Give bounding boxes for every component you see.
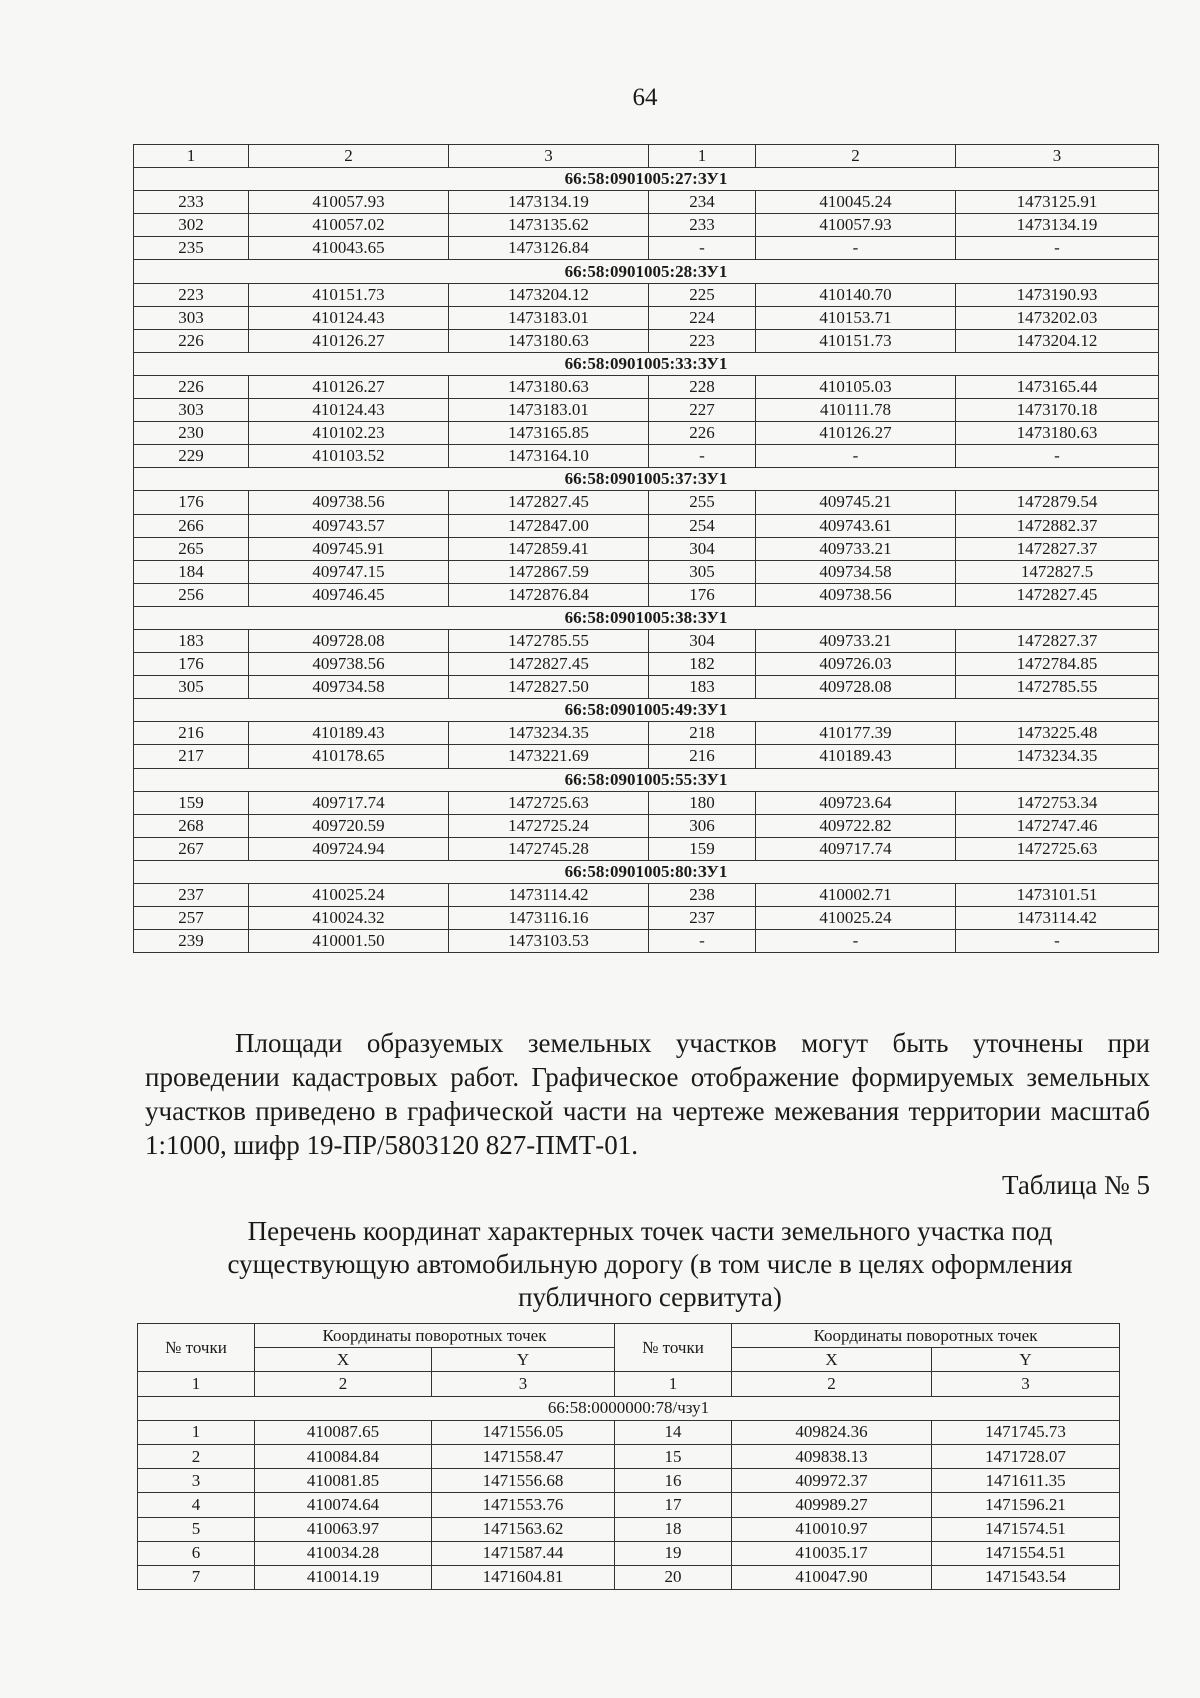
table-cell: 180 (649, 791, 756, 814)
table-cell: 1472867.59 (449, 560, 649, 583)
table-cell: 1 (138, 1420, 255, 1444)
table-row (134, 560, 1159, 583)
table-row (134, 214, 1159, 237)
table-cell: 5 (138, 1517, 255, 1541)
table-cell: 410001.50 (249, 930, 449, 953)
table-row (138, 1444, 1120, 1468)
table-cell: 1473125.91 (956, 191, 1159, 214)
table-cell: 1472876.84 (449, 583, 649, 606)
table-cell: 3 (432, 1372, 615, 1396)
table-cell: 1473234.35 (956, 745, 1159, 768)
table5-x-header: X (732, 1348, 932, 1372)
table-cell: - (756, 930, 956, 953)
table-cell: 6 (138, 1541, 255, 1565)
table-cell: 2 (138, 1444, 255, 1468)
table-row (134, 514, 1159, 537)
table-cell: 1473204.12 (956, 329, 1159, 352)
table-row (134, 422, 1159, 445)
table-cell: 15 (615, 1444, 732, 1468)
table-cell: 225 (649, 283, 756, 306)
table-cell: 409743.57 (249, 514, 449, 537)
table-cell: 1472827.37 (956, 629, 1159, 652)
table-cell: - (649, 930, 756, 953)
table-cell: 1471553.76 (432, 1493, 615, 1517)
table-cell: 409745.21 (756, 491, 956, 514)
table-cell: 176 (649, 583, 756, 606)
table-cell: 227 (649, 399, 756, 422)
table-cell: - (956, 930, 1159, 953)
table-cell: 1472753.34 (956, 791, 1159, 814)
table5-point-header: № точки (138, 1324, 255, 1372)
table-row (134, 583, 1159, 606)
table-cell: 233 (649, 214, 756, 237)
table-cell: 224 (649, 306, 756, 329)
table-row (134, 399, 1159, 422)
table-cell: 256 (134, 583, 249, 606)
table-cell: 410126.27 (756, 422, 956, 445)
table-cell: - (649, 445, 756, 468)
table-cell: 410140.70 (756, 283, 956, 306)
table-cell: - (756, 237, 956, 260)
table-cell: 1472859.41 (449, 537, 649, 560)
group-header-row (134, 860, 1159, 883)
table-cell: 410124.43 (249, 399, 449, 422)
table-cell: 410025.24 (249, 884, 449, 907)
table-cell: 304 (649, 537, 756, 560)
group-header-row (134, 468, 1159, 491)
table-cell: 409738.56 (756, 583, 956, 606)
column-number-row (134, 145, 1159, 168)
table-cell: 409723.64 (756, 791, 956, 814)
table-cell: 1 (138, 1372, 255, 1396)
table-cell: 1472827.45 (449, 491, 649, 514)
table-cell: 409717.74 (756, 837, 956, 860)
table-cell: 410014.19 (255, 1565, 432, 1589)
page-number: 64 (632, 84, 658, 111)
table-cell: 410124.43 (249, 306, 449, 329)
table-row (134, 837, 1159, 860)
table-cell: - (756, 445, 956, 468)
table-cell: - (649, 237, 756, 260)
table-cell: 1472827.50 (449, 676, 649, 699)
table-cell: 238 (649, 884, 756, 907)
table-cell: 409824.36 (732, 1420, 932, 1444)
table-cell: 410151.73 (249, 283, 449, 306)
table-cell: 1471611.35 (932, 1469, 1120, 1493)
table-cell: 1473114.42 (449, 884, 649, 907)
table5-coords-header: Координаты поворотных точек (732, 1324, 1120, 1348)
table-cell: 409738.56 (249, 653, 449, 676)
table-cell: 1472725.63 (956, 837, 1159, 860)
group-title: 66:58:0901005:37:ЗУ1 (134, 468, 1159, 491)
group-title: 66:58:0901005:27:ЗУ1 (134, 168, 1159, 191)
table-row (134, 629, 1159, 652)
table-cell: 410177.39 (756, 722, 956, 745)
table-cell: 4 (138, 1493, 255, 1517)
table-cell: 410153.71 (756, 306, 956, 329)
group-header-row (134, 168, 1159, 191)
table5-y-header: Y (432, 1348, 615, 1372)
table-cell: 226 (134, 375, 249, 398)
table-label: Таблица № 5 (1002, 1170, 1150, 1200)
table-cell: 159 (649, 837, 756, 860)
table-row (138, 1420, 1120, 1444)
group-header-row (134, 606, 1159, 629)
table-row (134, 445, 1159, 468)
coordinates-table (133, 144, 1159, 953)
table-cell: 305 (649, 560, 756, 583)
table-cell: 410043.65 (249, 237, 449, 260)
table-cell: 1472785.55 (449, 629, 649, 652)
table-cell: 1472784.85 (956, 653, 1159, 676)
body-paragraph: Площади образуемых земельных участков могут быть уточнены при проведении кадастровых работ. Графическое отображение формируемых земельных участков приведено в графической части на чертеже межевания территории масштаб 1:1000, шифр 19-ПР/5803120 827-ПМТ-01. (145, 1028, 1150, 1160)
group-title: 66:58:0901005:55:ЗУ1 (134, 768, 1159, 791)
table-cell: 1 (134, 145, 249, 168)
table-row (134, 745, 1159, 768)
table-cell: 17 (615, 1493, 732, 1517)
table-cell: 265 (134, 537, 249, 560)
table-cell: 1473225.48 (956, 722, 1159, 745)
table-cell: 3 (932, 1372, 1120, 1396)
table-cell: 1471554.51 (932, 1541, 1120, 1565)
table-cell: 14 (615, 1420, 732, 1444)
table-cell: 409728.08 (249, 629, 449, 652)
table-row (134, 884, 1159, 907)
table-cell: 1472827.45 (956, 583, 1159, 606)
table-cell: 1473134.19 (956, 214, 1159, 237)
table-cell: 410063.97 (255, 1517, 432, 1541)
table-cell: 410151.73 (756, 329, 956, 352)
table-cell: 410189.43 (756, 745, 956, 768)
table-cell: 410189.43 (249, 722, 449, 745)
table-cell: 229 (134, 445, 249, 468)
table-cell: 409738.56 (249, 491, 449, 514)
table-cell: 410074.64 (255, 1493, 432, 1517)
table-cell: 1472847.00 (449, 514, 649, 537)
table-cell: 1471563.62 (432, 1517, 615, 1541)
table-row (134, 491, 1159, 514)
table-row (134, 283, 1159, 306)
group-header-row (134, 699, 1159, 722)
table-cell: 409734.58 (756, 560, 956, 583)
table-cell: 233 (134, 191, 249, 214)
table-row (134, 791, 1159, 814)
table-row (134, 722, 1159, 745)
table-cell: 235 (134, 237, 249, 260)
table-cell: 410024.32 (249, 907, 449, 930)
table-row (134, 930, 1159, 953)
table-cell: 1471558.47 (432, 1444, 615, 1468)
table-cell: 1472827.37 (956, 537, 1159, 560)
table-cell: 409838.13 (732, 1444, 932, 1468)
table-cell: 1471604.81 (432, 1565, 615, 1589)
table5-coords-header: Координаты поворотных точек (255, 1324, 615, 1348)
group-title: 66:58:0901005:33:ЗУ1 (134, 352, 1159, 375)
table-cell: 1473180.63 (449, 375, 649, 398)
table-cell: 410103.52 (249, 445, 449, 468)
table-row (134, 814, 1159, 837)
table-cell: 1471543.54 (932, 1565, 1120, 1589)
table-cell: 410105.03 (756, 375, 956, 398)
table-cell: 409734.58 (249, 676, 449, 699)
table-cell: 410087.65 (255, 1420, 432, 1444)
table-cell: 183 (134, 629, 249, 652)
table-cell: 267 (134, 837, 249, 860)
table-5 (137, 1323, 1120, 1590)
table-cell: 1472725.63 (449, 791, 649, 814)
table-row (138, 1565, 1120, 1589)
table-cell: 1472879.54 (956, 491, 1159, 514)
table-cell: 410045.24 (756, 191, 956, 214)
table-cell: 1473135.62 (449, 214, 649, 237)
table-row (134, 306, 1159, 329)
table5-header-row (138, 1324, 1120, 1348)
table-cell: 304 (649, 629, 756, 652)
table-cell: 176 (134, 491, 249, 514)
table-cell: 237 (134, 884, 249, 907)
group-header-row (134, 260, 1159, 283)
table-row (138, 1541, 1120, 1565)
table-cell: 410057.93 (249, 191, 449, 214)
table-cell: 184 (134, 560, 249, 583)
table-cell: 1473183.01 (449, 306, 649, 329)
table-cell: 1472827.5 (956, 560, 1159, 583)
table-cell: 2 (255, 1372, 432, 1396)
table-cell: 254 (649, 514, 756, 537)
table-row (138, 1493, 1120, 1517)
table-cell: 303 (134, 399, 249, 422)
table-row (134, 537, 1159, 560)
table-cell: 257 (134, 907, 249, 930)
table-cell: 1473183.01 (449, 399, 649, 422)
table-cell: 217 (134, 745, 249, 768)
table-cell: 409733.21 (756, 629, 956, 652)
table-cell: 409747.15 (249, 560, 449, 583)
group-header-row (134, 768, 1159, 791)
table-cell: 410126.27 (249, 375, 449, 398)
table-cell: 1472725.24 (449, 814, 649, 837)
table-cell: 218 (649, 722, 756, 745)
table-cell: 268 (134, 814, 249, 837)
table-row (134, 329, 1159, 352)
table5-point-header: № точки (615, 1324, 732, 1372)
table-cell: 228 (649, 375, 756, 398)
table-cell: 1 (649, 145, 756, 168)
table-cell: 1471574.51 (932, 1517, 1120, 1541)
table-cell: - (956, 237, 1159, 260)
table-cell: 237 (649, 907, 756, 930)
table-row (138, 1469, 1120, 1493)
table-cell: 1473165.85 (449, 422, 649, 445)
table-cell: 7 (138, 1565, 255, 1589)
table-cell: 223 (649, 329, 756, 352)
table-cell: 1473204.12 (449, 283, 649, 306)
table-cell: 1471596.21 (932, 1493, 1120, 1517)
table-cell: 266 (134, 514, 249, 537)
table-cell: 410057.02 (249, 214, 449, 237)
table-cell: 223 (134, 283, 249, 306)
table-cell: 182 (649, 653, 756, 676)
table-cell: 409746.45 (249, 583, 449, 606)
table-cell: 409745.91 (249, 537, 449, 560)
table-cell: 1473114.42 (956, 907, 1159, 930)
table-cell: 303 (134, 306, 249, 329)
table-cell: 3 (449, 145, 649, 168)
group-title: 66:58:0000000:78/чзу1 (138, 1396, 1120, 1420)
table-cell: 410047.90 (732, 1565, 932, 1589)
table-cell: 226 (649, 422, 756, 445)
table-cell: 2 (249, 145, 449, 168)
group-title: 66:58:0901005:80:ЗУ1 (134, 860, 1159, 883)
table-cell: 234 (649, 191, 756, 214)
table-cell: 216 (134, 722, 249, 745)
table-cell: 20 (615, 1565, 732, 1589)
table-cell: 1473126.84 (449, 237, 649, 260)
table-cell: 1473134.19 (449, 191, 649, 214)
table-cell: 1472745.28 (449, 837, 649, 860)
table-cell: 410057.93 (756, 214, 956, 237)
table-cell: 410178.65 (249, 745, 449, 768)
table-cell: 410002.71 (756, 884, 956, 907)
table-cell: 19 (615, 1541, 732, 1565)
table-cell: 1473180.63 (449, 329, 649, 352)
table-cell: 1472827.45 (449, 653, 649, 676)
table-cell: 1473101.51 (956, 884, 1159, 907)
table-cell: 239 (134, 930, 249, 953)
table-cell: 230 (134, 422, 249, 445)
table-cell: 410111.78 (756, 399, 956, 422)
table-cell: 1471556.05 (432, 1420, 615, 1444)
table-row (134, 375, 1159, 398)
table-cell: 1 (615, 1372, 732, 1396)
table-cell: - (956, 445, 1159, 468)
table-cell: 409733.21 (756, 537, 956, 560)
table5-x-header: X (255, 1348, 432, 1372)
table-cell: 216 (649, 745, 756, 768)
table-cell: 409722.82 (756, 814, 956, 837)
table-cell: 1472747.46 (956, 814, 1159, 837)
table-cell: 1473165.44 (956, 375, 1159, 398)
table-cell: 2 (732, 1372, 932, 1396)
table-cell: 409726.03 (756, 653, 956, 676)
table-cell: 1471587.44 (432, 1541, 615, 1565)
table-cell: 410025.24 (756, 907, 956, 930)
table-cell: 305 (134, 676, 249, 699)
group-title: 66:58:0901005:28:ЗУ1 (134, 260, 1159, 283)
column-number-row (138, 1372, 1120, 1396)
group-header-row (134, 352, 1159, 375)
table-cell: 3 (956, 145, 1159, 168)
table-cell: 410084.84 (255, 1444, 432, 1468)
table-cell: 410126.27 (249, 329, 449, 352)
table-cell: 1472785.55 (956, 676, 1159, 699)
table-cell: 1473234.35 (449, 722, 649, 745)
table-cell: 159 (134, 791, 249, 814)
table-cell: 3 (138, 1469, 255, 1493)
table-cell: 226 (134, 329, 249, 352)
table-cell: 18 (615, 1517, 732, 1541)
table-cell: 410034.28 (255, 1541, 432, 1565)
table-cell: 2 (756, 145, 956, 168)
table-cell: 1473170.18 (956, 399, 1159, 422)
table-cell: 1471745.73 (932, 1420, 1120, 1444)
table-row (138, 1517, 1120, 1541)
table-cell: 409743.61 (756, 514, 956, 537)
table-caption: Перечень координат характерных точек части земельного участка под существующую автомобильную дорогу (в том числе в целях оформления публичного сервитута) (227, 1216, 1073, 1312)
table-row (134, 653, 1159, 676)
table-cell: 409717.74 (249, 791, 449, 814)
group-title: 66:58:0901005:49:ЗУ1 (134, 699, 1159, 722)
table-cell: 1471556.68 (432, 1469, 615, 1493)
table-cell: 1473164.10 (449, 445, 649, 468)
table-cell: 306 (649, 814, 756, 837)
table-cell: 1471728.07 (932, 1444, 1120, 1468)
table-cell: 409720.59 (249, 814, 449, 837)
table-row (134, 676, 1159, 699)
table-row (134, 237, 1159, 260)
table-cell: 409728.08 (756, 676, 956, 699)
table-cell: 176 (134, 653, 249, 676)
table-cell: 255 (649, 491, 756, 514)
table-cell: 409972.37 (732, 1469, 932, 1493)
table-cell: 1473180.63 (956, 422, 1159, 445)
table-cell: 1473202.03 (956, 306, 1159, 329)
table-cell: 410010.97 (732, 1517, 932, 1541)
table-cell: 409989.27 (732, 1493, 932, 1517)
table-row (134, 191, 1159, 214)
table-row (134, 907, 1159, 930)
table-cell: 1473116.16 (449, 907, 649, 930)
table-cell: 409724.94 (249, 837, 449, 860)
table-cell: 1472882.37 (956, 514, 1159, 537)
table-cell: 16 (615, 1469, 732, 1493)
table-cell: 1473190.93 (956, 283, 1159, 306)
table5-y-header: Y (932, 1348, 1120, 1372)
table-cell: 410102.23 (249, 422, 449, 445)
group-header-row (138, 1396, 1120, 1420)
table-cell: 410081.85 (255, 1469, 432, 1493)
table-cell: 410035.17 (732, 1541, 932, 1565)
table-cell: 1473103.53 (449, 930, 649, 953)
table-cell: 1473221.69 (449, 745, 649, 768)
group-title: 66:58:0901005:38:ЗУ1 (134, 606, 1159, 629)
table-cell: 302 (134, 214, 249, 237)
table-cell: 183 (649, 676, 756, 699)
